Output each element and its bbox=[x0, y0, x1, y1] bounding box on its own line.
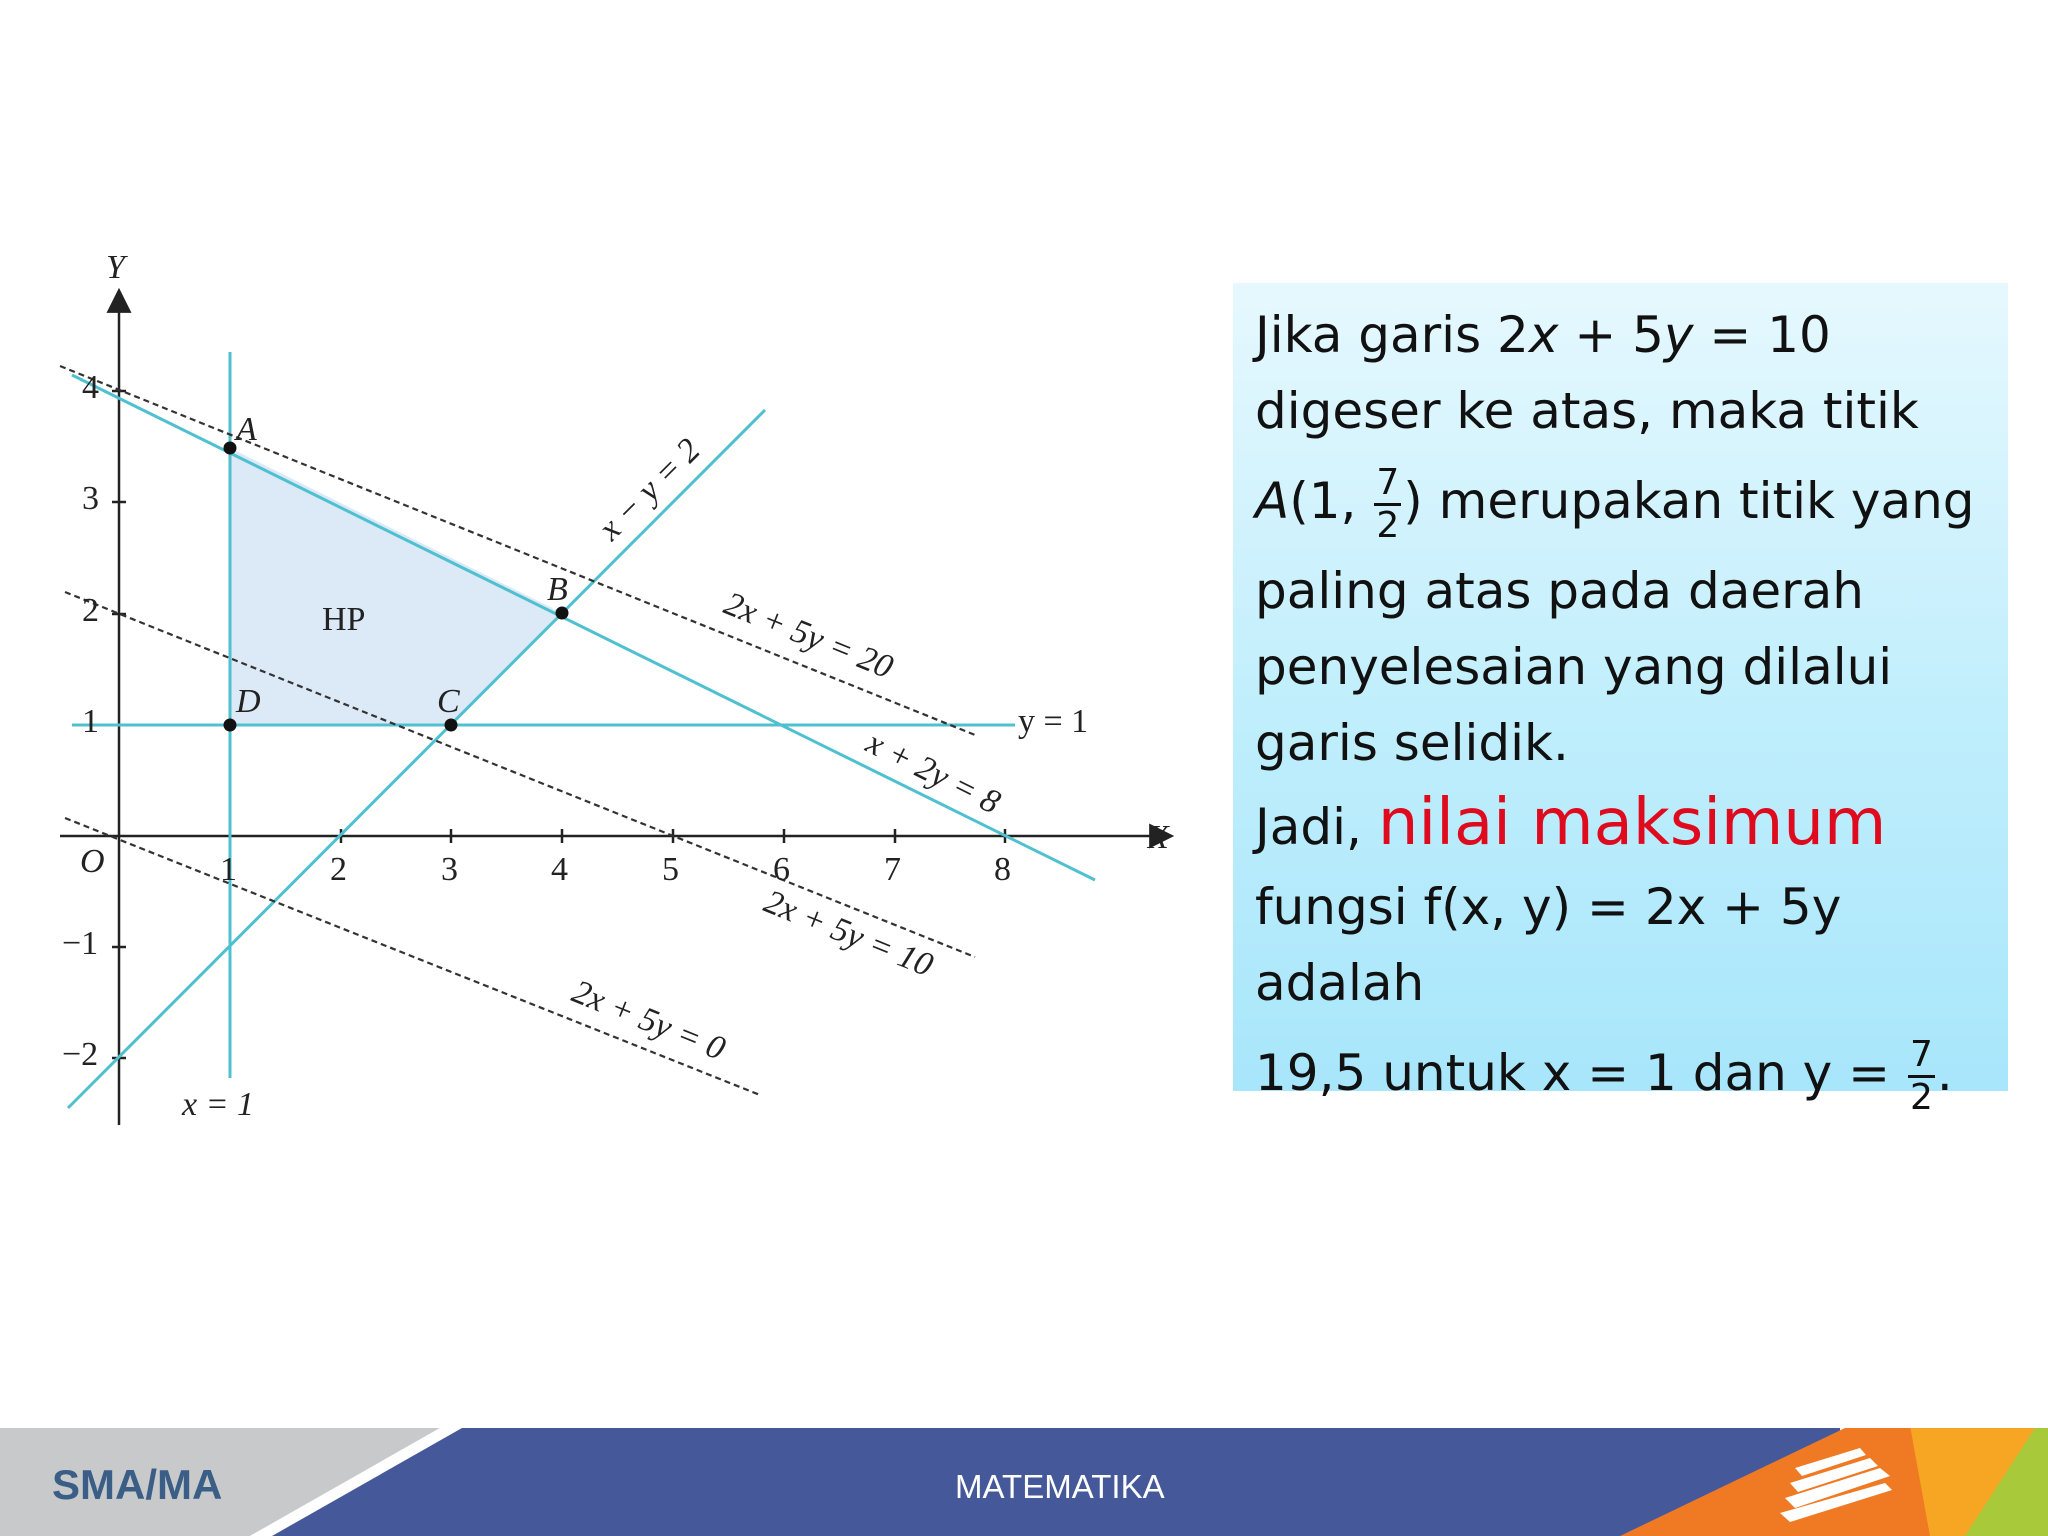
footer-bar bbox=[0, 1428, 2048, 1536]
fraction-seven-halves: $\frac{7}{2}$ bbox=[1376, 462, 1400, 546]
x-tick-label: 7 bbox=[884, 851, 901, 888]
line-2x-5y-20 bbox=[60, 366, 975, 735]
x-axis-label: X bbox=[1148, 819, 1169, 856]
y-tick-label: −2 bbox=[62, 1036, 99, 1073]
y-tick-label: 1 bbox=[82, 703, 99, 740]
y-tick-label: −1 bbox=[62, 925, 99, 962]
x-tick-label: 5 bbox=[662, 851, 679, 888]
info-line: fungsi f(x, y) = 2x + 5y adalah bbox=[1255, 878, 1842, 1012]
info-text bbox=[1255, 297, 2005, 1125]
x-tick-label: 2 bbox=[330, 851, 347, 888]
label-2x-5y-0: 2x + 5y = 0 bbox=[567, 973, 731, 1068]
info-line: penyelesaian yang dilalui bbox=[1255, 638, 1893, 696]
info-line: 19,5 untuk x = 1 dan y = $\frac{7}{2}$ . bbox=[1255, 1034, 1953, 1118]
footer-brand-label: SMA/MA bbox=[52, 1461, 223, 1508]
label-x-minus-y-2: x − y = 2 bbox=[591, 431, 708, 548]
line-x-minus-y-2 bbox=[68, 410, 765, 1108]
x-tick-label: 4 bbox=[551, 851, 568, 888]
point-label-a: A bbox=[236, 411, 257, 448]
y-axis-label: Y bbox=[106, 249, 125, 286]
point-b bbox=[556, 607, 569, 620]
point-label-d: D bbox=[236, 683, 261, 720]
y-tick-label: 3 bbox=[82, 480, 99, 517]
info-line: A(1, $\frac{7}{2}$ ) merupakan titik yang bbox=[1255, 462, 1975, 546]
info-line: paling atas pada daerah bbox=[1255, 562, 1864, 620]
point-label-c: C bbox=[437, 683, 460, 720]
label-y-equals-1: y = 1 bbox=[1018, 703, 1089, 740]
info-line: Jika garis 2x + 5y = 10 bbox=[1255, 306, 1831, 364]
point-c bbox=[445, 719, 458, 732]
x-tick-label: 6 bbox=[773, 851, 790, 888]
region-label-hp: HP bbox=[322, 601, 366, 638]
info-line: digeser ke atas, maka titik bbox=[1255, 382, 1919, 440]
point-d bbox=[224, 719, 237, 732]
point-a bbox=[224, 442, 237, 455]
highlight-nilai-maksimum: nilai maksimum bbox=[1377, 786, 1887, 860]
linear-programming-graph bbox=[0, 0, 1200, 1150]
label-2x-5y-20: 2x + 5y = 20 bbox=[719, 585, 898, 687]
info-box bbox=[1233, 283, 2008, 1118]
label-2x-5y-10: 2x + 5y = 10 bbox=[759, 883, 938, 985]
point-label-b: B bbox=[547, 571, 568, 608]
fraction-seven-halves: $\frac{7}{2}$ bbox=[1909, 1034, 1933, 1118]
line-2x-5y-0 bbox=[65, 818, 760, 1095]
origin-label: O bbox=[80, 843, 105, 880]
label-x-plus-2y-8: x + 2y = 8 bbox=[860, 724, 1006, 822]
info-line: garis selidik. bbox=[1255, 714, 1569, 772]
x-tick-label: 8 bbox=[994, 851, 1011, 888]
y-tick-label: 2 bbox=[82, 592, 99, 629]
feasible-region bbox=[230, 448, 562, 725]
label-x-equals-1: x = 1 bbox=[182, 1086, 255, 1123]
footer-subject-label: MATEMATIKA bbox=[955, 1468, 1165, 1505]
y-tick-label: 4 bbox=[82, 369, 99, 406]
info-line: Jadi, nilai maksimum bbox=[1255, 786, 1887, 860]
x-tick-label: 3 bbox=[441, 851, 458, 888]
x-tick-label: 1 bbox=[220, 851, 237, 888]
